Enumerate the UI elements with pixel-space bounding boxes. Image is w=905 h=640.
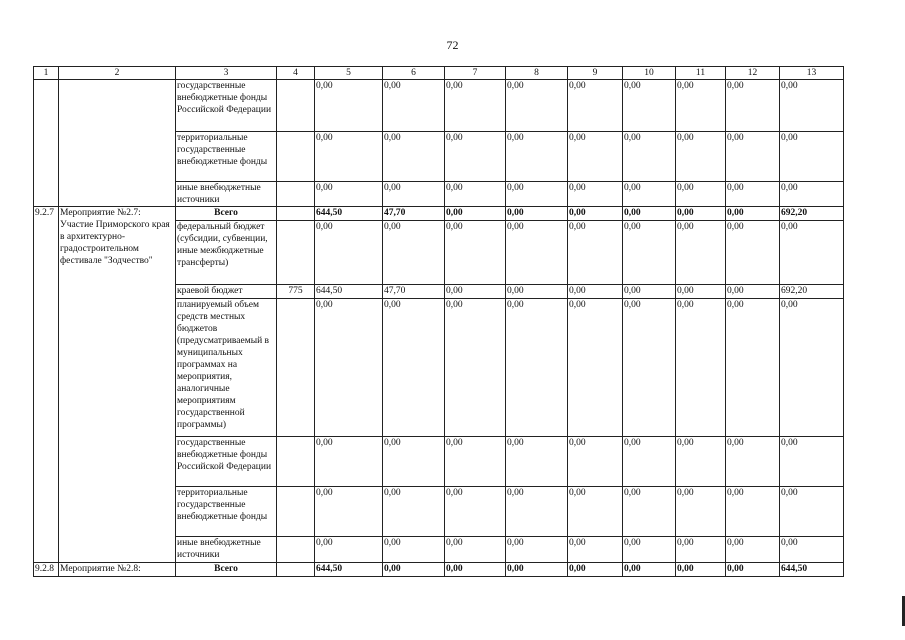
column-header: 6	[383, 67, 445, 80]
budget-code	[277, 221, 315, 285]
amount-cell: 0,00	[383, 80, 445, 132]
amount-cell: 0,00	[568, 537, 623, 563]
column-header: 4	[277, 67, 315, 80]
amount-cell: 0,00	[623, 80, 676, 132]
column-header: 8	[506, 67, 568, 80]
funding-source: краевой бюджет	[176, 285, 277, 299]
budget-code	[277, 487, 315, 537]
budget-code	[277, 299, 315, 437]
amount-cell: 0,00	[780, 132, 844, 182]
amount-cell: 0,00	[383, 132, 445, 182]
column-header: 7	[445, 67, 506, 80]
amount-cell: 0,00	[780, 437, 844, 487]
amount-cell: 644,50	[315, 563, 383, 577]
amount-cell: 0,00	[726, 80, 780, 132]
amount-cell: 0,00	[506, 487, 568, 537]
amount-cell: 0,00	[726, 285, 780, 299]
budget-code	[277, 537, 315, 563]
amount-cell: 0,00	[506, 221, 568, 285]
amount-cell: 0,00	[568, 182, 623, 207]
column-header: 13	[780, 67, 844, 80]
amount-cell: 0,00	[568, 563, 623, 577]
amount-cell: 0,00	[676, 285, 726, 299]
amount-cell: 47,70	[383, 285, 445, 299]
amount-cell: 0,00	[568, 207, 623, 221]
funding-source: государственные внебюджетные фонды Российской Федерации	[176, 437, 277, 487]
amount-cell: 0,00	[568, 487, 623, 537]
amount-cell: 0,00	[726, 537, 780, 563]
amount-cell: 0,00	[445, 207, 506, 221]
amount-cell: 692,20	[780, 207, 844, 221]
amount-cell: 0,00	[445, 80, 506, 132]
amount-cell: 0,00	[623, 437, 676, 487]
amount-cell: 0,00	[568, 132, 623, 182]
funding-source: иные внебюджетные источники	[176, 537, 277, 563]
column-header: 5	[315, 67, 383, 80]
amount-cell: 0,00	[780, 487, 844, 537]
amount-cell: 0,00	[445, 182, 506, 207]
amount-cell: 0,00	[623, 182, 676, 207]
amount-cell: 644,50	[315, 207, 383, 221]
column-header: 12	[726, 67, 780, 80]
amount-cell: 0,00	[315, 537, 383, 563]
budget-code	[277, 182, 315, 207]
amount-cell: 0,00	[568, 299, 623, 437]
amount-cell: 0,00	[623, 487, 676, 537]
amount-cell: 0,00	[315, 182, 383, 207]
amount-cell: 0,00	[726, 221, 780, 285]
amount-cell: 0,00	[506, 132, 568, 182]
amount-cell: 0,00	[506, 182, 568, 207]
amount-cell: 0,00	[726, 132, 780, 182]
column-number-row	[34, 67, 844, 80]
amount-cell: 0,00	[315, 487, 383, 537]
funding-source: федеральный бюджет (субсидии, субвенции, иные межбюджетные трансферты)	[176, 221, 277, 285]
amount-cell: 0,00	[506, 299, 568, 437]
amount-cell: 0,00	[676, 182, 726, 207]
amount-cell: 0,00	[568, 285, 623, 299]
amount-cell: 0,00	[623, 132, 676, 182]
amount-cell: 0,00	[726, 182, 780, 207]
amount-cell: 0,00	[383, 221, 445, 285]
amount-cell: 0,00	[445, 487, 506, 537]
amount-cell: 0,00	[383, 437, 445, 487]
budget-code	[277, 207, 315, 221]
amount-cell: 0,00	[676, 487, 726, 537]
amount-cell: 0,00	[383, 182, 445, 207]
amount-cell: 0,00	[383, 487, 445, 537]
amount-cell: 0,00	[506, 80, 568, 132]
funding-source: территориальные государственные внебюджетные фонды	[176, 132, 277, 182]
amount-cell: 0,00	[445, 132, 506, 182]
amount-cell: 0,00	[445, 221, 506, 285]
item-code: 9.2.8	[34, 563, 59, 577]
amount-cell: 0,00	[383, 563, 445, 577]
amount-cell: 0,00	[445, 285, 506, 299]
funding-source: иные внебюджетные источники	[176, 182, 277, 207]
amount-cell: 0,00	[676, 221, 726, 285]
amount-cell: 0,00	[445, 563, 506, 577]
amount-cell: 0,00	[383, 537, 445, 563]
page-number: 72	[446, 38, 459, 52]
funding-source: планируемый объем средств местных бюджетов (предусматриваемый в муниципальных программах на мероприятия, аналогичные мероприятиям государственной программы)	[176, 299, 277, 437]
amount-cell: 0,00	[780, 80, 844, 132]
amount-cell: 0,00	[568, 221, 623, 285]
amount-cell: 0,00	[676, 132, 726, 182]
amount-cell: 0,00	[726, 299, 780, 437]
column-header: 10	[623, 67, 676, 80]
budget-code: 775	[277, 285, 315, 299]
amount-cell: 0,00	[623, 207, 676, 221]
funding-source: государственные внебюджетные фонды Российской Федерации	[176, 80, 277, 132]
amount-cell: 0,00	[676, 437, 726, 487]
item-code	[34, 80, 59, 207]
amount-cell: 0,00	[623, 221, 676, 285]
funding-source: территориальные государственные внебюджетные фонды	[176, 487, 277, 537]
budget-code	[277, 80, 315, 132]
amount-cell: 0,00	[315, 132, 383, 182]
amount-cell: 0,00	[726, 207, 780, 221]
amount-cell: 0,00	[676, 563, 726, 577]
amount-cell: 0,00	[445, 299, 506, 437]
column-header: 9	[568, 67, 623, 80]
amount-cell: 0,00	[568, 437, 623, 487]
amount-cell: 692,20	[780, 285, 844, 299]
amount-cell: 644,50	[780, 563, 844, 577]
amount-cell: 0,00	[726, 563, 780, 577]
column-header: 11	[676, 67, 726, 80]
amount-cell: 0,00	[506, 537, 568, 563]
amount-cell: 0,00	[506, 437, 568, 487]
amount-cell: 0,00	[780, 299, 844, 437]
amount-cell: 0,00	[315, 437, 383, 487]
amount-cell: 0,00	[623, 299, 676, 437]
item-name: Мероприятие №2.7: Участие Приморского края в архитектурно-градостроительном фестивале "Зодчество"	[59, 207, 176, 563]
amount-cell: 0,00	[623, 285, 676, 299]
amount-cell: 0,00	[726, 487, 780, 537]
amount-cell: 0,00	[315, 221, 383, 285]
table-row	[34, 207, 844, 221]
item-code: 9.2.7	[34, 207, 59, 563]
amount-cell: 0,00	[780, 537, 844, 563]
amount-cell: 0,00	[315, 299, 383, 437]
column-header: 1	[34, 67, 59, 80]
budget-table	[33, 66, 844, 577]
amount-cell: 0,00	[506, 285, 568, 299]
amount-cell: 0,00	[676, 80, 726, 132]
amount-cell: 0,00	[506, 563, 568, 577]
amount-cell: 0,00	[383, 299, 445, 437]
amount-cell: 0,00	[445, 537, 506, 563]
amount-cell: 0,00	[445, 437, 506, 487]
amount-cell: 0,00	[315, 80, 383, 132]
amount-cell: 0,00	[623, 537, 676, 563]
amount-cell: 0,00	[623, 563, 676, 577]
item-name	[59, 80, 176, 207]
amount-cell: 0,00	[780, 221, 844, 285]
table-row	[34, 563, 844, 577]
amount-cell: 0,00	[676, 207, 726, 221]
amount-cell: 0,00	[676, 537, 726, 563]
budget-code	[277, 132, 315, 182]
amount-cell: 0,00	[506, 207, 568, 221]
funding-source: Всего	[176, 563, 277, 577]
amount-cell: 47,70	[383, 207, 445, 221]
budget-code	[277, 563, 315, 577]
item-name: Мероприятие №2.8:	[59, 563, 176, 577]
column-header: 3	[176, 67, 277, 80]
funding-source: Всего	[176, 207, 277, 221]
column-header: 2	[59, 67, 176, 80]
table-row	[34, 80, 844, 132]
amount-cell: 0,00	[780, 182, 844, 207]
amount-cell: 0,00	[726, 437, 780, 487]
amount-cell: 0,00	[568, 80, 623, 132]
amount-cell: 0,00	[676, 299, 726, 437]
budget-code	[277, 437, 315, 487]
amount-cell: 644,50	[315, 285, 383, 299]
